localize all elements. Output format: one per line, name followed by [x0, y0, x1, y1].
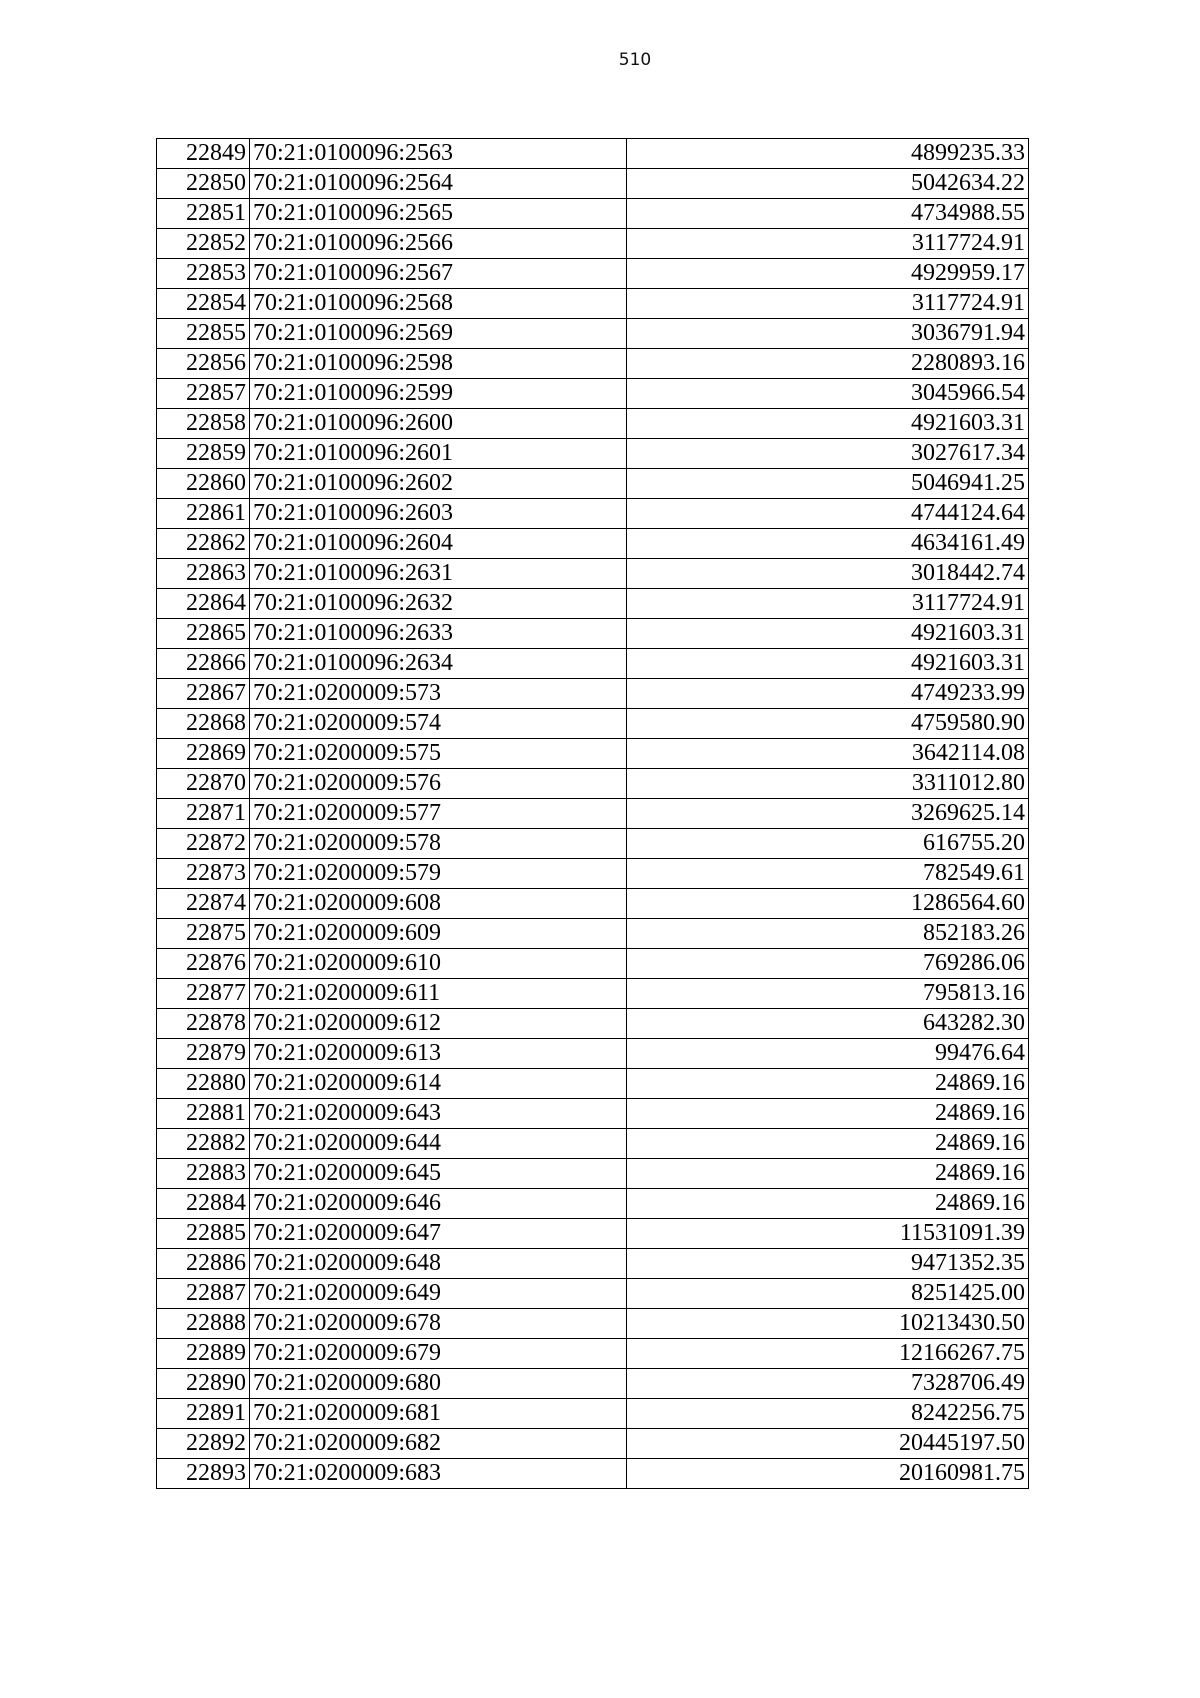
row-number-cell: 22860	[157, 469, 250, 499]
table-row	[157, 739, 1029, 769]
table-row	[157, 1099, 1029, 1129]
cadastral-number-cell: 70:21:0200009:649	[250, 1279, 627, 1309]
table-row	[157, 229, 1029, 259]
row-number-cell: 22885	[157, 1219, 250, 1249]
cadastral-value-cell: 4744124.64	[627, 499, 1029, 529]
table-row	[157, 649, 1029, 679]
cadastral-number-cell: 70:21:0200009:609	[250, 919, 627, 949]
row-number-cell: 22887	[157, 1279, 250, 1309]
cadastral-value-cell: 4734988.55	[627, 199, 1029, 229]
table-row	[157, 829, 1029, 859]
cadastral-value-cell: 10213430.50	[627, 1309, 1029, 1339]
cadastral-value-cell: 3036791.94	[627, 319, 1029, 349]
table-row	[157, 439, 1029, 469]
cadastral-number-cell: 70:21:0200009:644	[250, 1129, 627, 1159]
cadastral-number-cell: 70:21:0100096:2604	[250, 529, 627, 559]
row-number-cell: 22884	[157, 1189, 250, 1219]
row-number-cell: 22875	[157, 919, 250, 949]
table-row	[157, 1249, 1029, 1279]
cadastral-number-cell: 70:21:0100096:2566	[250, 229, 627, 259]
cadastral-value-cell: 3045966.54	[627, 379, 1029, 409]
row-number-cell: 22854	[157, 289, 250, 319]
table-row	[157, 259, 1029, 289]
cadastral-number-cell: 70:21:0200009:577	[250, 799, 627, 829]
cadastral-number-cell: 70:21:0200009:678	[250, 1309, 627, 1339]
cadastral-value-cell: 12166267.75	[627, 1339, 1029, 1369]
cadastral-value-cell: 795813.16	[627, 979, 1029, 1009]
cadastral-number-cell: 70:21:0200009:613	[250, 1039, 627, 1069]
cadastral-value-cell: 4929959.17	[627, 259, 1029, 289]
cadastral-value-cell: 20445197.50	[627, 1429, 1029, 1459]
cadastral-value-cell: 4749233.99	[627, 679, 1029, 709]
cadastral-value-cell: 8251425.00	[627, 1279, 1029, 1309]
row-number-cell: 22852	[157, 229, 250, 259]
row-number-cell: 22868	[157, 709, 250, 739]
table-row	[157, 709, 1029, 739]
table-body	[157, 139, 1029, 1489]
row-number-cell: 22863	[157, 559, 250, 589]
row-number-cell: 22858	[157, 409, 250, 439]
cadastral-number-cell: 70:21:0100096:2599	[250, 379, 627, 409]
table-row	[157, 1399, 1029, 1429]
cadastral-number-cell: 70:21:0100096:2602	[250, 469, 627, 499]
row-number-cell: 22874	[157, 889, 250, 919]
cadastral-value-cell: 4759580.90	[627, 709, 1029, 739]
table-row	[157, 469, 1029, 499]
table-row	[157, 919, 1029, 949]
row-number-cell: 22873	[157, 859, 250, 889]
cadastral-number-cell: 70:21:0200009:576	[250, 769, 627, 799]
cadastral-value-cell: 3269625.14	[627, 799, 1029, 829]
cadastral-value-cell: 3117724.91	[627, 589, 1029, 619]
cadastral-number-cell: 70:21:0200009:648	[250, 1249, 627, 1279]
cadastral-value-cell: 2280893.16	[627, 349, 1029, 379]
table-row	[157, 619, 1029, 649]
row-number-cell: 22879	[157, 1039, 250, 1069]
row-number-cell: 22855	[157, 319, 250, 349]
table-row	[157, 949, 1029, 979]
table-row	[157, 199, 1029, 229]
row-number-cell: 22881	[157, 1099, 250, 1129]
row-number-cell: 22883	[157, 1159, 250, 1189]
table-row	[157, 799, 1029, 829]
cadastral-number-cell: 70:21:0200009:575	[250, 739, 627, 769]
cadastral-number-cell: 70:21:0200009:680	[250, 1369, 627, 1399]
table-row	[157, 1039, 1029, 1069]
row-number-cell: 22880	[157, 1069, 250, 1099]
cadastral-value-cell: 616755.20	[627, 829, 1029, 859]
row-number-cell: 22851	[157, 199, 250, 229]
table-row	[157, 499, 1029, 529]
cadastral-number-cell: 70:21:0200009:645	[250, 1159, 627, 1189]
cadastral-value-cell: 3027617.34	[627, 439, 1029, 469]
table-row	[157, 859, 1029, 889]
cadastral-number-cell: 70:21:0200009:646	[250, 1189, 627, 1219]
cadastral-value-cell: 5042634.22	[627, 169, 1029, 199]
cadastral-value-cell: 4921603.31	[627, 619, 1029, 649]
cadastral-number-cell: 70:21:0100096:2568	[250, 289, 627, 319]
cadastral-number-cell: 70:21:0200009:573	[250, 679, 627, 709]
cadastral-number-cell: 70:21:0200009:574	[250, 709, 627, 739]
cadastral-number-cell: 70:21:0100096:2632	[250, 589, 627, 619]
cadastral-number-cell: 70:21:0100096:2601	[250, 439, 627, 469]
cadastral-number-cell: 70:21:0200009:610	[250, 949, 627, 979]
table-row	[157, 679, 1029, 709]
row-number-cell: 22862	[157, 529, 250, 559]
table-row	[157, 559, 1029, 589]
cadastral-value-cell: 782549.61	[627, 859, 1029, 889]
cadastral-value-cell: 7328706.49	[627, 1369, 1029, 1399]
cadastral-value-cell: 24869.16	[627, 1159, 1029, 1189]
cadastral-number-cell: 70:21:0200009:611	[250, 979, 627, 1009]
cadastral-number-cell: 70:21:0200009:679	[250, 1339, 627, 1369]
row-number-cell: 22871	[157, 799, 250, 829]
cadastral-number-cell: 70:21:0100096:2563	[250, 139, 627, 169]
row-number-cell: 22892	[157, 1429, 250, 1459]
cadastral-value-table	[156, 138, 1029, 1489]
table-row	[157, 1129, 1029, 1159]
row-number-cell: 22877	[157, 979, 250, 1009]
table-row	[157, 169, 1029, 199]
cadastral-value-cell: 643282.30	[627, 1009, 1029, 1039]
cadastral-value-cell: 3018442.74	[627, 559, 1029, 589]
row-number-cell: 22861	[157, 499, 250, 529]
row-number-cell: 22882	[157, 1129, 250, 1159]
table-row	[157, 409, 1029, 439]
cadastral-number-cell: 70:21:0100096:2565	[250, 199, 627, 229]
row-number-cell: 22856	[157, 349, 250, 379]
cadastral-number-cell: 70:21:0200009:682	[250, 1429, 627, 1459]
table-row	[157, 589, 1029, 619]
table-row	[157, 1369, 1029, 1399]
cadastral-number-cell: 70:21:0200009:612	[250, 1009, 627, 1039]
cadastral-number-cell: 70:21:0100096:2567	[250, 259, 627, 289]
cadastral-number-cell: 70:21:0100096:2564	[250, 169, 627, 199]
row-number-cell: 22857	[157, 379, 250, 409]
cadastral-value-cell: 3117724.91	[627, 229, 1029, 259]
table-row	[157, 379, 1029, 409]
table-row	[157, 979, 1029, 1009]
row-number-cell: 22853	[157, 259, 250, 289]
row-number-cell: 22889	[157, 1339, 250, 1369]
row-number-cell: 22849	[157, 139, 250, 169]
table-row	[157, 1189, 1029, 1219]
cadastral-value-cell: 769286.06	[627, 949, 1029, 979]
row-number-cell: 22886	[157, 1249, 250, 1279]
table-row	[157, 139, 1029, 169]
cadastral-number-cell: 70:21:0200009:647	[250, 1219, 627, 1249]
cadastral-value-cell: 24869.16	[627, 1069, 1029, 1099]
cadastral-value-cell: 852183.26	[627, 919, 1029, 949]
cadastral-value-cell: 1286564.60	[627, 889, 1029, 919]
cadastral-value-cell: 24869.16	[627, 1189, 1029, 1219]
table-row	[157, 1309, 1029, 1339]
row-number-cell: 22869	[157, 739, 250, 769]
cadastral-number-cell: 70:21:0100096:2603	[250, 499, 627, 529]
row-number-cell: 22872	[157, 829, 250, 859]
table-row	[157, 1219, 1029, 1249]
cadastral-value-cell: 5046941.25	[627, 469, 1029, 499]
row-number-cell: 22850	[157, 169, 250, 199]
table-row	[157, 889, 1029, 919]
row-number-cell: 22870	[157, 769, 250, 799]
cadastral-value-cell: 8242256.75	[627, 1399, 1029, 1429]
page-number: 510	[618, 50, 652, 70]
table-row	[157, 1339, 1029, 1369]
row-number-cell: 22888	[157, 1309, 250, 1339]
cadastral-number-cell: 70:21:0100096:2600	[250, 409, 627, 439]
cadastral-number-cell: 70:21:0200009:681	[250, 1399, 627, 1429]
cadastral-number-cell: 70:21:0100096:2569	[250, 319, 627, 349]
cadastral-value-cell: 4921603.31	[627, 649, 1029, 679]
cadastral-value-cell: 4899235.33	[627, 139, 1029, 169]
row-number-cell: 22890	[157, 1369, 250, 1399]
row-number-cell: 22891	[157, 1399, 250, 1429]
row-number-cell: 22878	[157, 1009, 250, 1039]
table-row	[157, 529, 1029, 559]
table-row	[157, 769, 1029, 799]
cadastral-value-cell: 20160981.75	[627, 1459, 1029, 1489]
cadastral-number-cell: 70:21:0200009:579	[250, 859, 627, 889]
cadastral-value-cell: 3642114.08	[627, 739, 1029, 769]
cadastral-value-cell: 11531091.39	[627, 1219, 1029, 1249]
cadastral-number-cell: 70:21:0100096:2634	[250, 649, 627, 679]
cadastral-value-cell: 24869.16	[627, 1099, 1029, 1129]
cadastral-number-cell: 70:21:0100096:2633	[250, 619, 627, 649]
cadastral-value-cell: 4921603.31	[627, 409, 1029, 439]
row-number-cell: 22865	[157, 619, 250, 649]
row-number-cell: 22867	[157, 679, 250, 709]
row-number-cell: 22866	[157, 649, 250, 679]
cadastral-value-cell: 99476.64	[627, 1039, 1029, 1069]
cadastral-value-cell: 9471352.35	[627, 1249, 1029, 1279]
table-row	[157, 1069, 1029, 1099]
cadastral-value-cell: 3117724.91	[627, 289, 1029, 319]
table-row	[157, 1429, 1029, 1459]
table-row	[157, 319, 1029, 349]
table-row	[157, 349, 1029, 379]
row-number-cell: 22893	[157, 1459, 250, 1489]
table-row	[157, 1459, 1029, 1489]
table-row	[157, 289, 1029, 319]
cadastral-number-cell: 70:21:0200009:608	[250, 889, 627, 919]
cadastral-number-cell: 70:21:0100096:2598	[250, 349, 627, 379]
cadastral-value-cell: 3311012.80	[627, 769, 1029, 799]
row-number-cell: 22859	[157, 439, 250, 469]
cadastral-number-cell: 70:21:0200009:683	[250, 1459, 627, 1489]
cadastral-value-cell: 24869.16	[627, 1129, 1029, 1159]
cadastral-number-cell: 70:21:0200009:614	[250, 1069, 627, 1099]
cadastral-number-cell: 70:21:0200009:578	[250, 829, 627, 859]
table-row	[157, 1009, 1029, 1039]
cadastral-number-cell: 70:21:0100096:2631	[250, 559, 627, 589]
table-row	[157, 1279, 1029, 1309]
row-number-cell: 22876	[157, 949, 250, 979]
cadastral-value-cell: 4634161.49	[627, 529, 1029, 559]
cadastral-number-cell: 70:21:0200009:643	[250, 1099, 627, 1129]
row-number-cell: 22864	[157, 589, 250, 619]
table-row	[157, 1159, 1029, 1189]
